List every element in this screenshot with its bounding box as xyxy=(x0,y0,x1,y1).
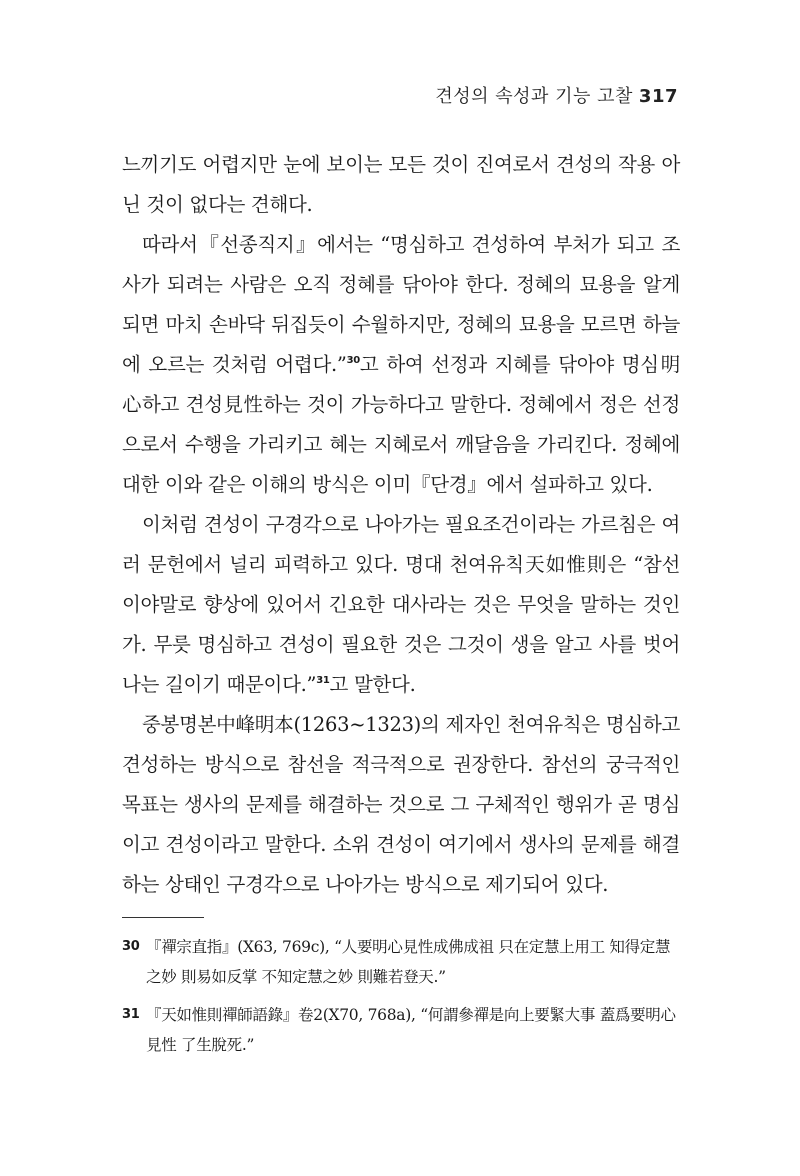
running-title: 견성의 속성과 기능 고찰 xyxy=(435,86,633,107)
paragraph-text: 이처럼 견성이 구경각으로 나아가는 필요조건이라는 가르침은 여러 문헌에서 널리 피력하고 있다. 명대 천여유칙天如惟則은 “참선이야말로 향상에 있어서 긴요한 대사라는 것은 무엇을 말하는 것인가. 무릇 명심하고 견성이 필요한 것은 그것이 생을 알고 사를 벗어나는 길이기 때문이다.” xyxy=(122,513,680,696)
footnote-text: 『禪宗直指』(X63, 769c), “人要明心見性成佛成祖 只在定慧上用工 知得定慧之妙 則易如反掌 不知定慧之妙 則難若登天.” xyxy=(146,938,671,986)
footnote-divider xyxy=(122,917,204,918)
footnote-number: 31 xyxy=(122,1007,140,1022)
paragraph-text: 고 하여 선정과 지혜를 닦아야 명심明心하고 견성見性하는 것이 가능하다고 말한다. 정혜에서 정은 선정으로서 수행을 가리키고 혜는 지혜로서 깨달음을 가리킨다. 정혜에 대한 이와 같은 이해의 방식은 이미『단경』에서 설파하고 있다. xyxy=(122,353,680,496)
paragraph-text: 고 말한다. xyxy=(329,673,416,696)
body-text xyxy=(122,145,680,905)
running-header xyxy=(435,82,678,108)
page-number: 317 xyxy=(638,86,678,107)
footnote-ref[interactable]: 30 xyxy=(346,355,360,366)
paragraph xyxy=(122,705,680,905)
paragraph xyxy=(122,145,680,225)
paragraph-text: 중봉명본中峰明本(1263~1323)의 제자인 천여유칙은 명심하고 견성하는 방식으로 참선을 적극적으로 권장한다. 참선의 궁극적인 목표는 생사의 문제를 해결하는 것으로 그 구체적인 행위가 곧 명심이고 견성이라고 말한다. 소위 견성이 여기에서 생사의 문제를 해결하는 상태인 구경각으로 나아가는 방식으로 제기되어 있다. xyxy=(122,713,680,896)
footnote xyxy=(122,932,680,992)
footnote-ref[interactable]: 31 xyxy=(316,675,330,686)
footnotes xyxy=(122,932,680,1068)
footnote xyxy=(122,1000,680,1060)
footnote-number: 30 xyxy=(122,939,140,954)
paragraph-text: 따라서『선종직지』에서는 “명심하고 견성하여 부처가 되고 조사가 되려는 사람은 오직 정혜를 닦아야 한다. 정혜의 묘용을 알게 되면 마치 손바닥 뒤집듯이 수월하지만, 정혜의 묘용을 모르면 하늘에 오르는 것처럼 어렵다.” xyxy=(122,233,680,376)
paragraph xyxy=(122,505,680,705)
paragraph-text: 느끼기도 어렵지만 눈에 보이는 모든 것이 진여로서 견성의 작용 아닌 것이 없다는 견해다. xyxy=(122,153,680,216)
paragraph xyxy=(122,225,680,505)
footnote-text: 『天如惟則禪師語錄』卷2(X70, 768a), “何謂參禪是向上要緊大事 蓋爲要明心見性 了生脫死.” xyxy=(146,1006,676,1054)
